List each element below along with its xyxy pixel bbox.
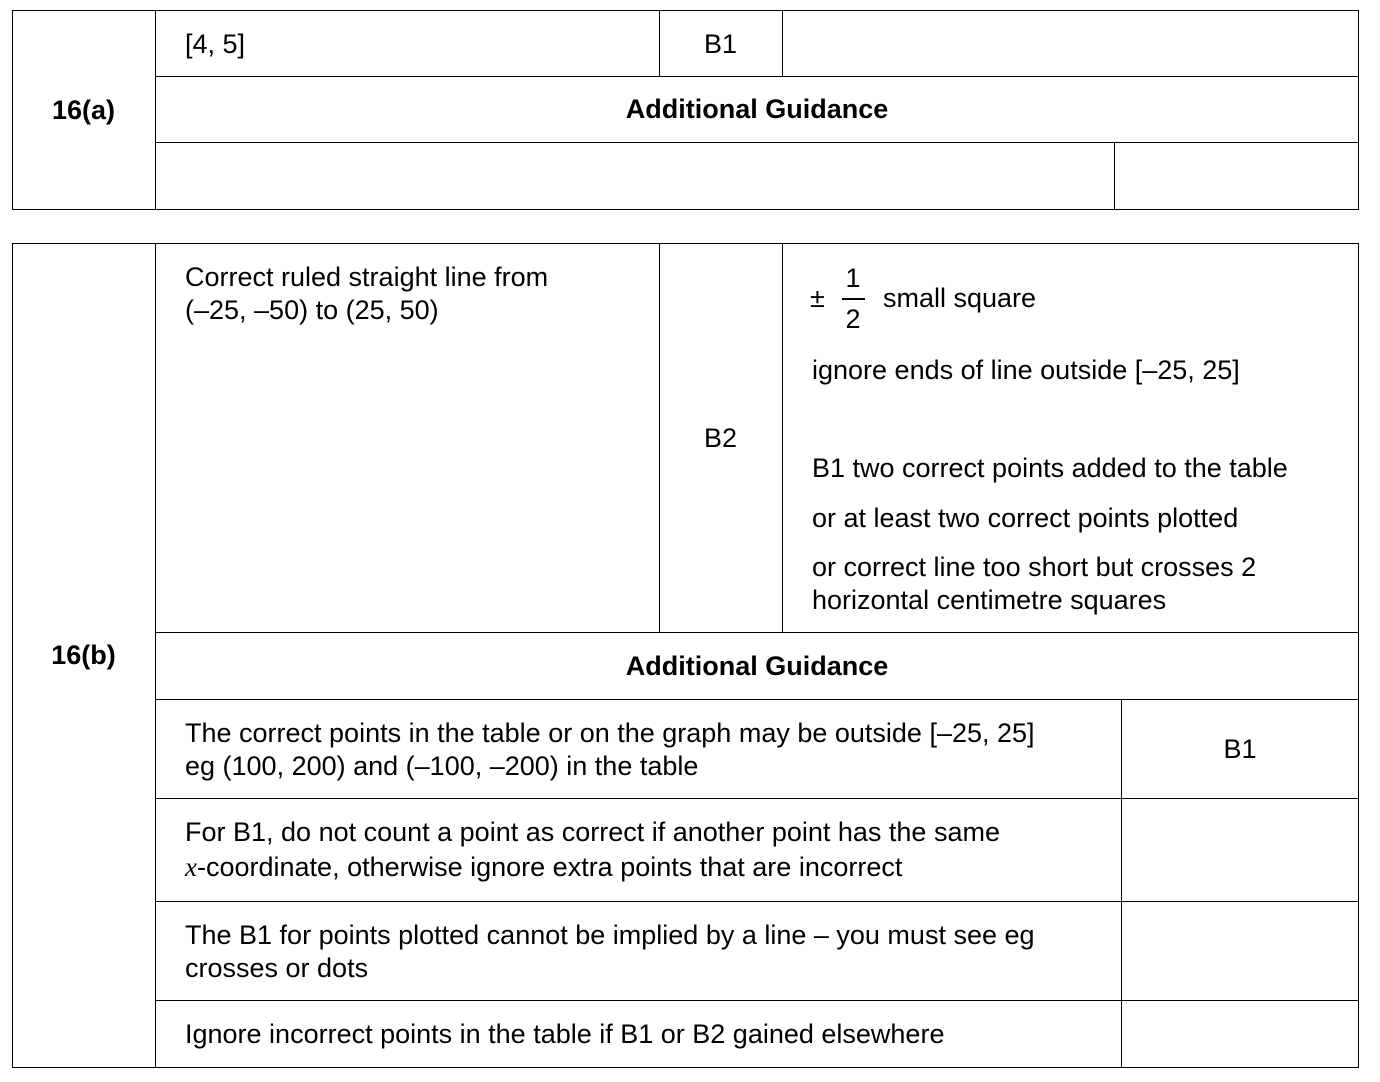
table-border	[782, 10, 783, 77]
question-label: 16(b)	[51, 640, 116, 670]
mark-code: B1	[703, 29, 738, 59]
comment-text: ignore ends of line outside [–25, 25]	[812, 355, 1240, 385]
answer-text: [4, 5]	[185, 29, 246, 59]
fraction-bar	[842, 298, 865, 300]
guidance-heading: Additional Guidance	[625, 94, 889, 124]
comment-text: or correct line too short but crosses 2	[812, 552, 1257, 582]
guidance-text: The B1 for points plotted cannot be implied by a line – you must see eg	[185, 920, 1035, 950]
guidance-mark: B1	[1223, 734, 1257, 764]
guidance-text: Ignore incorrect points in the table if B1 or B2 gained elsewhere	[185, 1019, 945, 1049]
table-border	[155, 76, 1359, 77]
table-border	[1114, 142, 1115, 210]
table-border	[155, 1000, 1359, 1001]
guidance-text	[185, 851, 902, 884]
guidance-heading: Additional Guidance	[625, 651, 889, 681]
guidance-text: For B1, do not count a point as correct if another point has the same	[185, 817, 1000, 847]
table-border	[782, 243, 783, 633]
variable-x: x	[185, 852, 197, 882]
comment-text: small square	[883, 283, 1037, 313]
fraction-denominator: 2	[845, 304, 861, 334]
guidance-text: The correct points in the table or on the graph may be outside [–25, 25]	[185, 718, 1035, 748]
table-border	[12, 1067, 1359, 1068]
table-border	[12, 243, 1359, 244]
question-label: 16(a)	[51, 95, 116, 125]
mark-code: B2	[703, 423, 738, 453]
table-border	[155, 901, 1359, 902]
comment-text: or at least two correct points plotted	[812, 503, 1239, 533]
answer-line: (–25, –50) to (25, 50)	[185, 295, 439, 325]
guidance-text: crosses or dots	[185, 953, 369, 983]
table-border	[155, 699, 1359, 700]
guidance-text-rest: -coordinate, otherwise ignore extra points that are incorrect	[196, 852, 903, 882]
table-border	[155, 798, 1359, 799]
comment-text: B1 two correct points added to the table	[812, 453, 1288, 483]
table-border	[155, 142, 1359, 143]
plus-minus-sign: ±	[810, 283, 825, 313]
table-border	[12, 10, 1359, 11]
table-border	[155, 632, 1359, 633]
guidance-text: eg (100, 200) and (–100, –200) in the table	[185, 751, 699, 781]
comment-text: horizontal centimetre squares	[812, 585, 1167, 615]
answer-line: Correct ruled straight line from	[185, 262, 549, 292]
table-border	[12, 209, 1359, 210]
fraction-numerator: 1	[845, 263, 861, 293]
